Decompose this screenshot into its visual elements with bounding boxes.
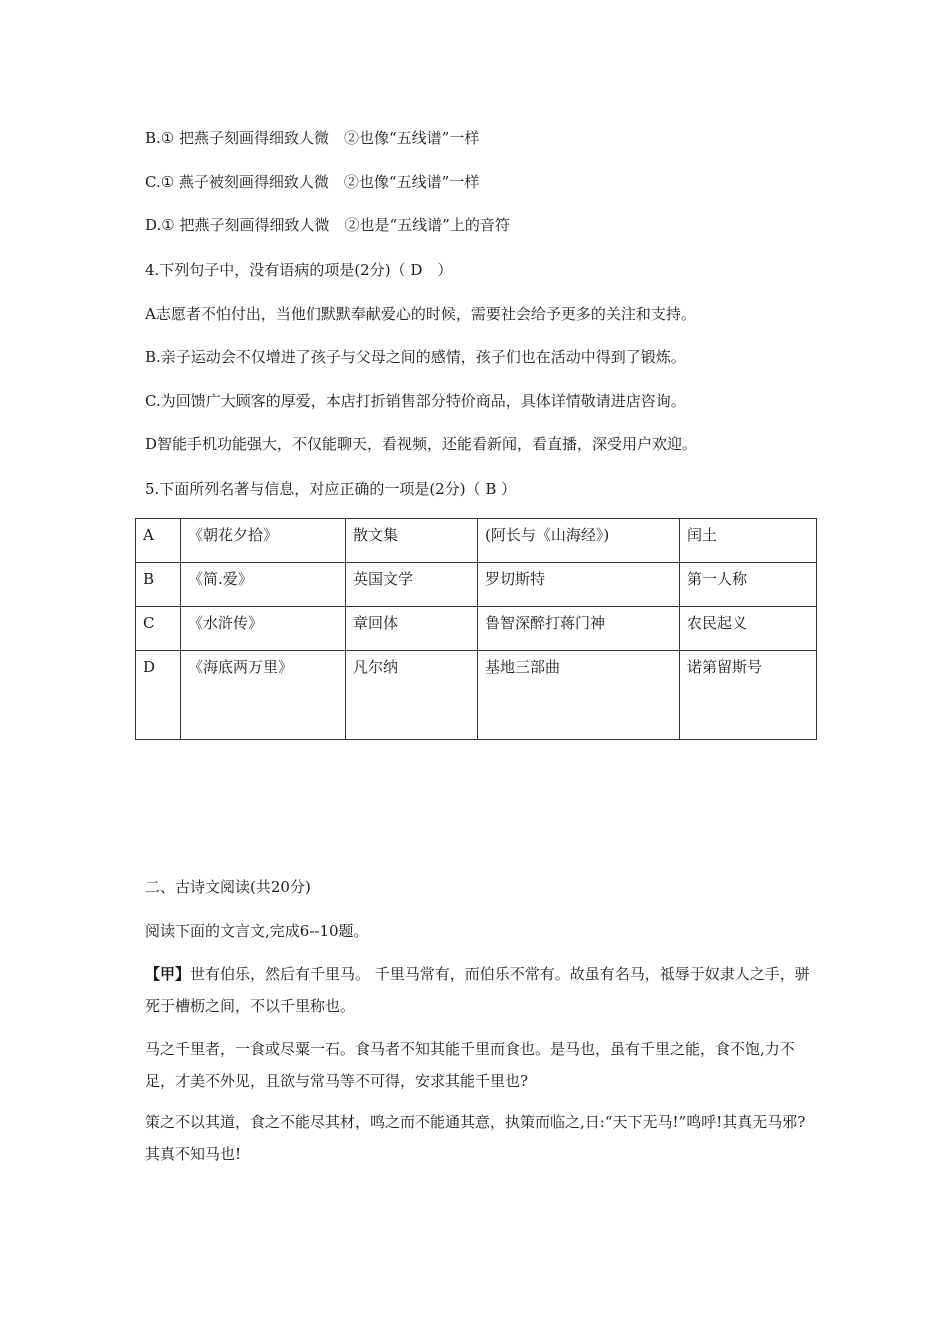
table-cell: 《简.爱》 (181, 563, 346, 607)
question-4-option-a: A志愿者不怕付出，当他们默默奉献爱心的时候，需要社会给予更多的关注和支持。 (145, 305, 696, 323)
table-cell: 凡尔纳 (346, 651, 478, 740)
section-2-heading: 二、古诗文阅读(共20分) (145, 878, 311, 896)
option-c: C.① 燕子被刻画得细致人微 ②也像“五线谱”一样 (145, 173, 480, 191)
table-cell: 诺第留斯号 (680, 651, 817, 740)
table-cell: 《水浒传》 (181, 607, 346, 651)
table-cell: 农民起义 (680, 607, 817, 651)
section-2-intro: 阅读下面的文言文,完成6--10题。 (145, 922, 369, 940)
option-d: D.① 把燕子刻画得细致人微 ②也是“五线谱”上的音符 (145, 216, 510, 234)
passage-label-jia: 【甲】 (145, 965, 191, 983)
table-cell: 《朝花夕拾》 (181, 519, 346, 563)
question-4-option-d: D智能手机功能强大，不仅能聊天，看视频，还能看新闻，看直播，深受用户欢迎。 (145, 435, 698, 453)
table-cell: C (136, 607, 181, 651)
table-cell: 罗切斯特 (478, 563, 680, 607)
question-5-stem: 5.下面所列名著与信息，对应正确的一项是(2分)（ B ） (145, 480, 517, 498)
passage-paragraph-3: 策之不以其道，食之不能尽其材，鸣之而不能通其意，执策而临之,日:“天下无马!”鸣呼!其真无马邪?其真不知马也! (145, 1113, 806, 1163)
table-cell: 第一人称 (680, 563, 817, 607)
question-5-table (135, 518, 817, 740)
table-cell: 闰土 (680, 519, 817, 563)
table-cell: A (136, 519, 181, 563)
question-4-option-b: B.亲子运动会不仅增进了孩子与父母之间的感情，孩子们也在活动中得到了锻炼。 (145, 348, 686, 366)
table-cell: (阿长与《山海经》) (478, 519, 680, 563)
table-row (136, 607, 817, 651)
table-cell: 基地三部曲 (478, 651, 680, 740)
table-row (136, 519, 817, 563)
table-cell: 《海底两万里》 (181, 651, 346, 740)
table-cell: 散文集 (346, 519, 478, 563)
passage-text-1: 世有伯乐，然后有千里马。 千里马常有，而伯乐不常有。故虽有名马，祗辱于奴隶人之手，骈死于槽枥之间，不以千里称也。 (145, 965, 810, 1015)
table-row (136, 651, 817, 740)
question-4-option-c: C.为回馈广大顾客的厚爱，本店打折销售部分特价商品，具体详情敬请进店咨询。 (145, 392, 686, 410)
table-cell: B (136, 563, 181, 607)
table-cell: D (136, 651, 181, 740)
table-cell: 章回体 (346, 607, 478, 651)
passage-paragraph-1 (145, 958, 813, 1022)
question-4-stem: 4.下列句子中，没有语病的项是(2分)（ D ） (145, 261, 453, 279)
passage-paragraph-2: 马之千里者，一食或尽粟一石。食马者不知其能千里而食也。是马也，虽有千里之能，食不饱,力不足，才美不外见，且欲与常马等不可得，安求其能千里也? (145, 1040, 795, 1090)
table-row (136, 563, 817, 607)
table-cell: 鲁智深醉打蒋门神 (478, 607, 680, 651)
table-cell: 英国文学 (346, 563, 478, 607)
option-b: B.① 把燕子刻画得细致人微 ②也像“五线谱”一样 (145, 129, 480, 147)
